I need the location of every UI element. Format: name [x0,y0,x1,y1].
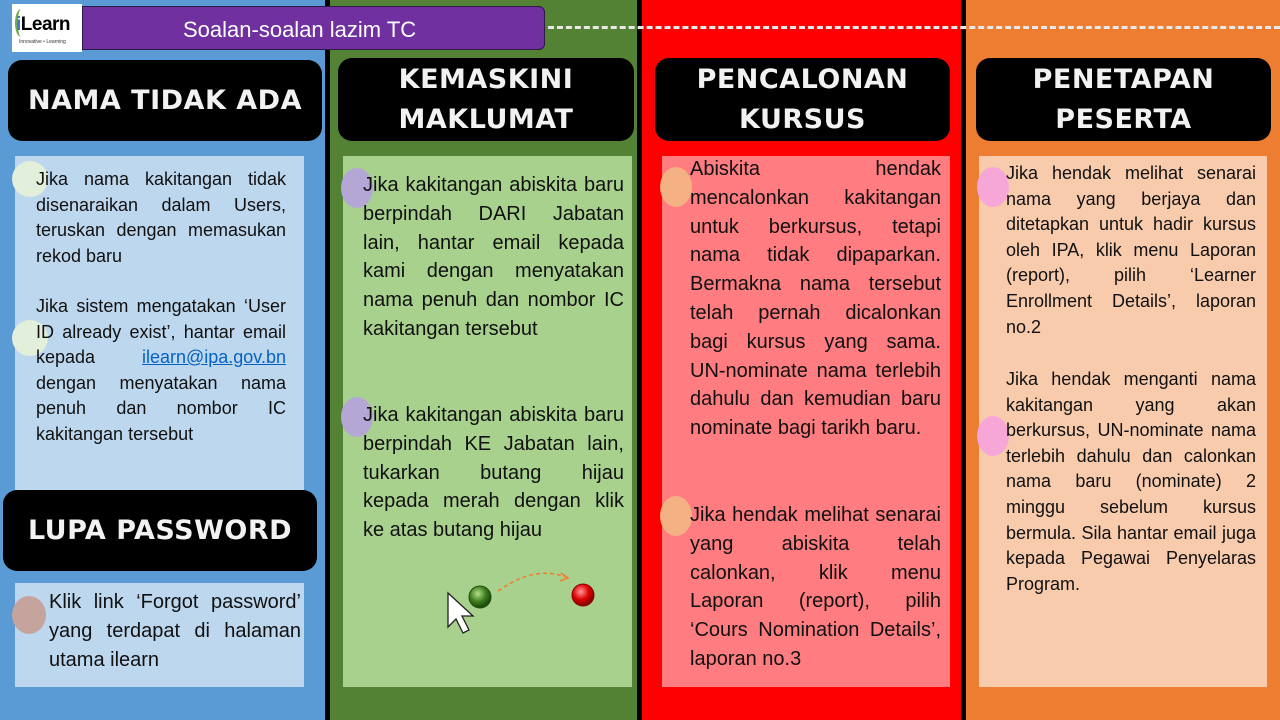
bullet-dot [660,496,692,536]
ilearn-logo [12,4,82,52]
paragraph-nama-2 [36,294,286,447]
paragraph-kemaskini-1: Jika kakitangan abiskita baru berpindah DARI Jabatan lain, hantar email kepada kami dengan menyatakan nama penuh dan nombor IC kakitangan tersebut [363,174,624,340]
red-button-icon [572,584,594,606]
paragraph-nama-2-text-end: dengan menyatakan nama penuh dan nombor IC kakitangan tersebut [36,372,286,444]
heading-pencalonan-kursus: PENCALONAN KURSUS [655,58,950,141]
bullet-dot [660,167,692,207]
logo-tagline: Innovative • Learning [19,39,66,45]
heading-lupa-password: LUPA PASSWORD [3,490,317,571]
paragraph-nama-2-text: Jika sistem mengatakan ‘User ID already exist’, hantar email kepada [36,296,286,367]
title-bar [82,6,545,50]
toggle-illustration [440,565,610,640]
paragraph-penetapan-2: Jika hendak menganti nama kakitangan yang akan berkursus, UN-nominate nama terlebih dahulu dan calonkan nama baru (nominate) 2 minggu sebelum kursus bermula. Sila hantar email juga kepada Pegawai Penyelaras Program. [1006,369,1256,594]
heading-kemaskini-maklumat: KEMASKINI MAKLUMAT [338,58,634,141]
paragraph-lupa-password: Klik link ‘Forgot password’ yang terdapat di halaman utama ilearn [49,591,301,671]
dashed-arrow-icon [498,573,565,591]
paragraph-penetapan-1: Jika hendak melihat senarai nama yang berjaya dan ditetapkan untuk hadir kursus oleh IPA, klik menu Laporan (report), pilih ‘Learner Enrollment Details’, laporan no.2 [1006,163,1256,337]
heading-nama-tidak-ada: NAMA TIDAK ADA [8,60,322,141]
paragraph-pencalonan-1: Abiskita hendak mencalonkan kakitangan untuk berkursus, tetapi nama tidak dipaparkan. Bermakna nama tersebut telah pernah dicalonkan bagi kursus yang sama. UN-nominate nama terlebih dahulu dan kemudian baru nominate bagi tarikh baru. [690,158,941,440]
paragraph-nama-1: Jika nama kakitangan tidak disenaraikan dalam Users, teruskan dengan memasukan rekod baru [36,169,286,266]
column-divider [961,0,966,720]
heading-penetapan-peserta: PENETAPAN PESERTA [976,58,1271,141]
bullet-dot [977,416,1009,456]
email-link[interactable]: ilearn@ipa.gov.bn [141,347,286,367]
column-divider [325,0,330,720]
bullet-dot [977,167,1009,207]
logo-text: iLearn [16,14,71,35]
bullet-dot [12,596,46,634]
green-button-icon [469,586,491,608]
dashed-divider [548,26,1280,29]
paragraph-pencalonan-2: Jika hendak melihat senarai yang abiskita telah calonkan, klik menu Laporan (report), pilih ‘Cours Nomination Details’, laporan no.3 [690,504,941,670]
paragraph-kemaskini-2: Jika kakitangan abiskita baru berpindah KE Jabatan lain, tukarkan butang hijau kepada merah dengan klik ke atas butang hijau [363,404,624,542]
page-title: Soalan-soalan lazim TC [183,17,417,42]
column-divider [637,0,642,720]
